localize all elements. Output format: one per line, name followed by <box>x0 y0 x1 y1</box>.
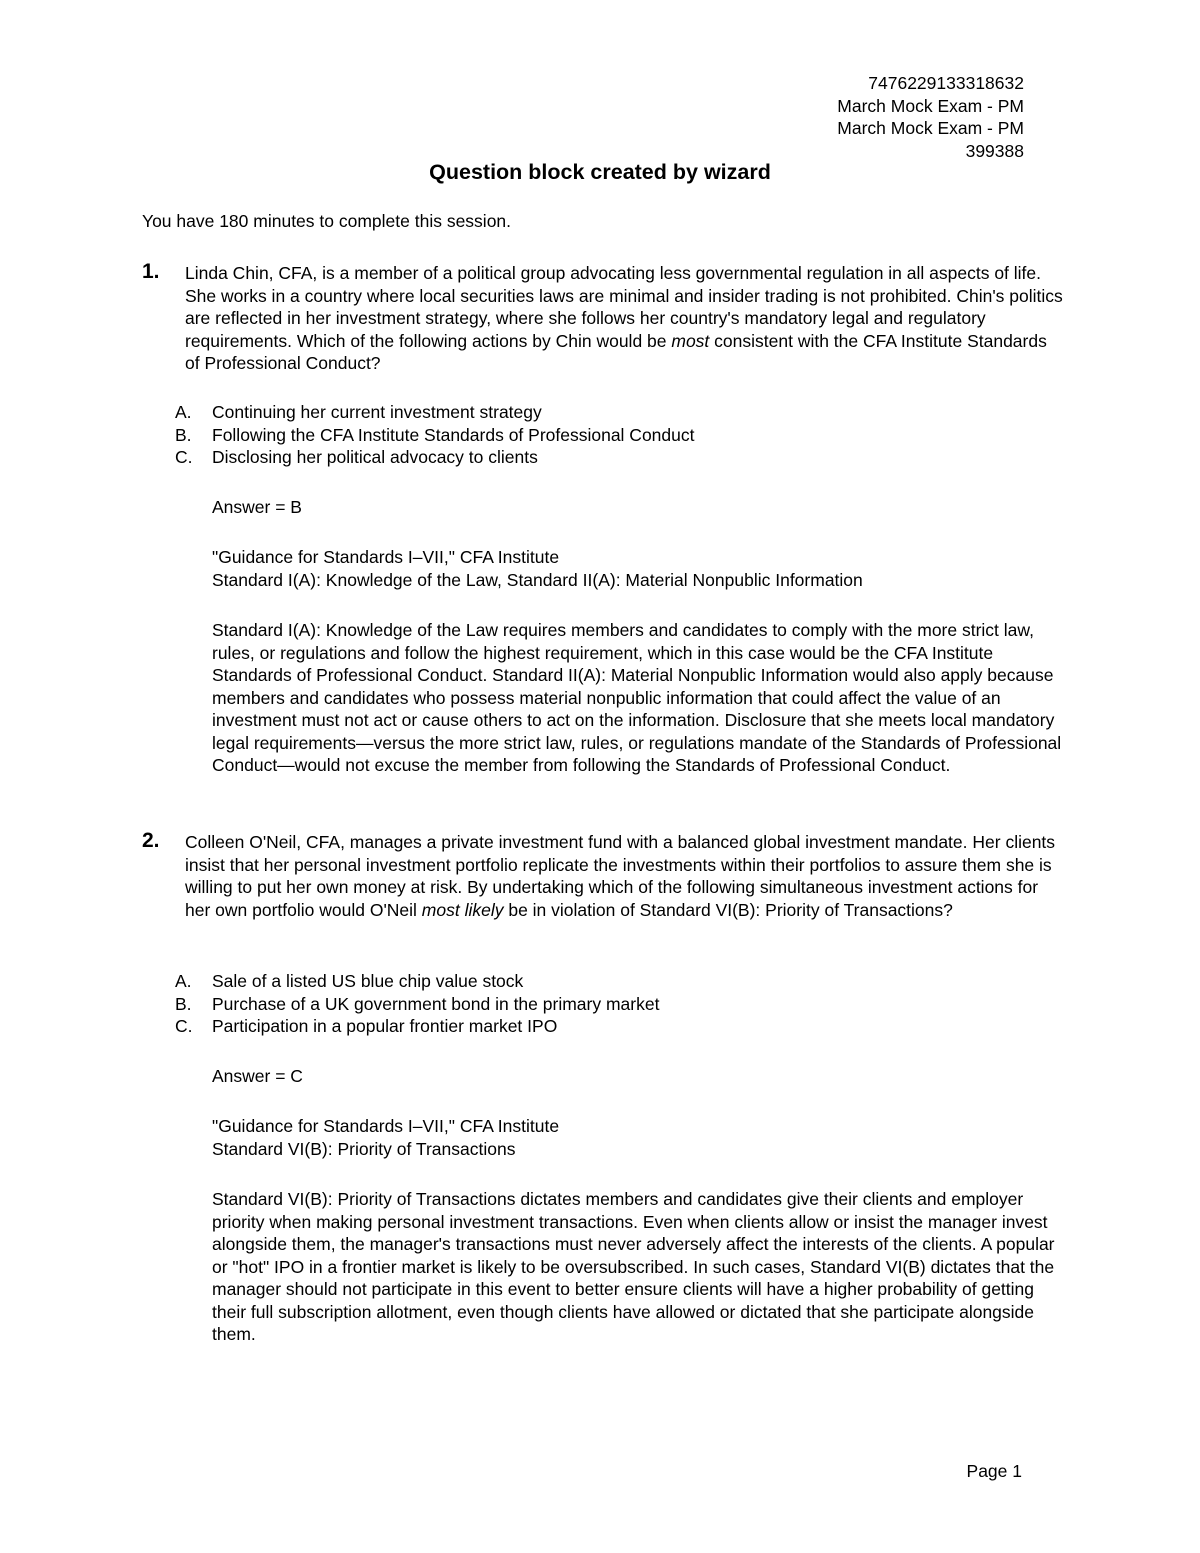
answer-options <box>175 970 659 1038</box>
stem-emphasis: most <box>671 330 710 351</box>
explanation: Standard I(A): Knowledge of the Law requires members and candidates to comply with the more strict law, rules, or regulations and follow the highest requirement, which in this case would be the CFA Institute Standards of Professional Conduct. Standard II(A): Material Nonpublic Information would also apply because members and candidates who possess material nonpublic information that could affect the value of an investment must not act or cause others to act on the information. Disclosure that she meets local mandatory legal requirements—versus the more strict law, rules, or regulations mandate of the Standards of Professional Conduct—would not excuse the member from following the Standards of Professional Conduct. <box>212 620 1062 775</box>
option-b: B. Following the CFA Institute Standards of Professional Conduct <box>175 424 695 445</box>
question-stem: Colleen O'Neil, CFA, manages a private investment fund with a balanced global investment mandate. Her clients insist that her personal investment portfolio replicate the investments within their portfolios to assure them she is willing to put her own money at risk. By undertaking which of the following simultaneous investment actions for her own portfolio would O'Neil most likely be in violation of Standard VI(B): Priority of Transactions? <box>185 832 1056 920</box>
exam-id: 399388 <box>965 140 1024 161</box>
answer-options <box>175 401 695 469</box>
page-number: Page 1 <box>966 1461 1022 1481</box>
exam-session: March Mock Exam - PM <box>837 118 1024 138</box>
option-c: C. Disclosing her political advocacy to clients <box>175 447 538 467</box>
reference-source: "Guidance for Standards I–VII," CFA Institute <box>212 547 560 567</box>
exam-code: 7476229133318632 <box>868 73 1024 93</box>
question-stem: Linda Chin, CFA, is a member of a political group advocating less governmental regulation in all aspects of life. She works in a country where local securities laws are minimal and insider trading is not prohibited. Chin's politics are reflected in her investment strategy, where she follows her country's mandatory legal and regulatory requirements. Which of the following actions by Chin would be most consistent with the CFA Institute Standards of Professional Conduct? <box>185 263 1063 373</box>
option-a: A. Continuing her current investment strategy <box>175 402 542 422</box>
exam-name: March Mock Exam - PM <box>837 95 1024 116</box>
question-number: 2. <box>142 829 160 852</box>
session-instructions: You have 180 minutes to complete this session. <box>142 211 512 231</box>
option-a: A. Sale of a listed US blue chip value stock <box>175 971 524 991</box>
page-title: Question block created by wizard <box>429 160 771 184</box>
explanation: Standard VI(B): Priority of Transactions dictates members and candidates give their clients and employer priority when making personal investment transactions. Even when clients allow or insist the manager invest alongside them, the manager's transactions must never adversely affect the interests of the clients. A popular or "hot" IPO in a frontier market is likely to be oversubscribed. In such cases, Standard VI(B) dictates that the manager should not participate in this event to better ensure clients will have a higher probability of getting their full subscription allotment, even though clients have allowed or dictated that she participate alongside them. <box>212 1189 1055 1344</box>
option-b: B. Purchase of a UK government bond in the primary market <box>175 993 660 1014</box>
reference <box>212 546 1064 591</box>
reference-source: "Guidance for Standards I–VII," CFA Institute <box>212 1116 560 1136</box>
reference <box>212 1115 1064 1160</box>
reference-standards: Standard VI(B): Priority of Transactions <box>212 1138 516 1159</box>
stem-emphasis: most likely <box>421 899 504 920</box>
reference-standards: Standard I(A): Knowledge of the Law, Standard II(A): Material Nonpublic Information <box>212 569 863 590</box>
option-c: C. Participation in a popular frontier market IPO <box>175 1016 558 1036</box>
answer-key: Answer = B <box>212 497 302 517</box>
answer-key: Answer = C <box>212 1066 303 1086</box>
question-number: 1. <box>142 260 160 283</box>
exam-header <box>837 72 1024 162</box>
